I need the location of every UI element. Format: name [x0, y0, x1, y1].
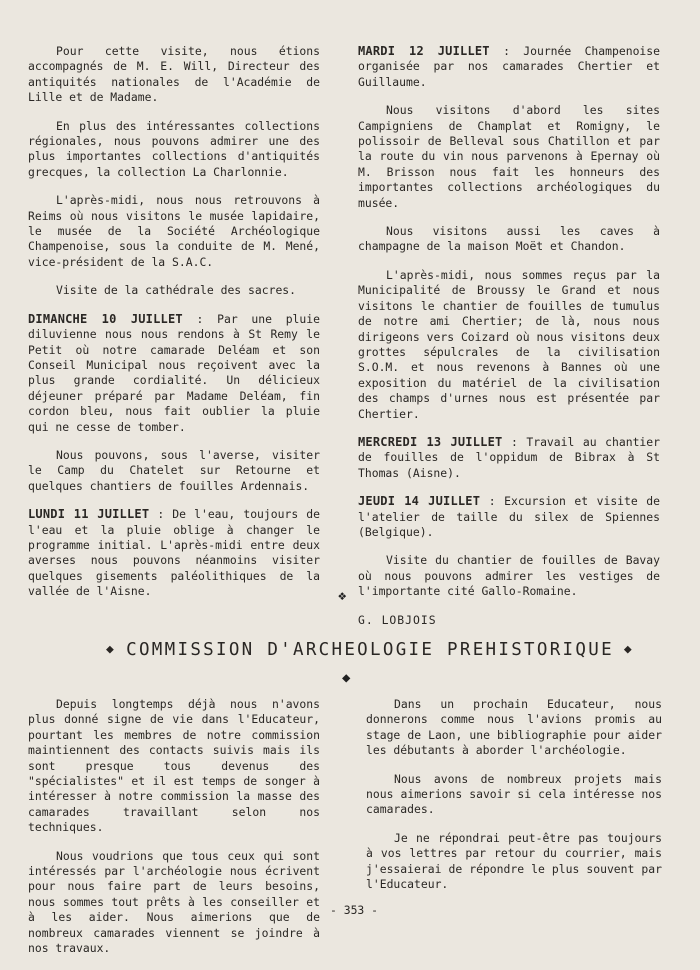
date-heading: MERCREDI 13 JUILLET: [358, 434, 503, 449]
paragraph: Nous voudrions que tous ceux qui sont intéressés par l'archéologie nous écrivent pour nous faire part de leurs besoins, nous sommes tout prêts à les conseiller et à les aider. Nous aimerions que de nombreux camarades viennent se joindre à nos travaux.: [28, 848, 320, 956]
jeudi-entry: [358, 494, 660, 540]
paragraph: Je ne répondrai peut-être pas toujours à vos lettres par retour du courrier, mais j'essaierai de répondre le plus souvent par l'Educateur.: [366, 830, 662, 892]
diamond-ornament-icon: ◆: [342, 670, 351, 686]
date-heading: LUNDI 11 JUILLET: [28, 507, 150, 522]
entry-text: : Excursion et visite de l'atelier de taille du silex de Spiennes (Belgique).: [358, 494, 661, 539]
paragraph: En plus des intéressantes collections régionales, nous pouvons admirer une des plus importantes collections d'antiquités grecques, la collection La Charlonnie.: [28, 118, 320, 179]
top-right-column: [358, 44, 660, 641]
paragraph: Pour cette visite, nous étions accompagnés de M. E. Will, Directeur des antiquités nationales de l'Académie de Lille et de Madame.: [28, 44, 320, 105]
diamond-ornament-icon: ◆: [623, 642, 635, 657]
entry-text: : Journée Champenoise organisée par nos camarades Chertier et Guillaume.: [358, 44, 661, 89]
paragraph: Nous pouvons, sous l'averse, visiter le Camp du Chatelet sur Retourne et quelques chantiers de fouilles Ardennais.: [28, 447, 320, 493]
paragraph: Nous avons de nombreux projets mais nous aimerions savoir si cela intéresse nos camarades.: [366, 771, 662, 817]
top-left-column: [28, 44, 320, 613]
diamond-ornament-icon: ◆: [106, 642, 117, 657]
entry-text: : Par une pluie diluvienne nous nous rendons à St Remy le Petit où notre camarade Deléam et son Conseil Municipal nous reçoivent avec la plus grande cordialité. Un délicieux déjeuner préparé par Madame Deléam, fin cordon bleu, nous fait oublier la pluie qui ne cesse de tomber.: [28, 311, 320, 434]
section-title: [96, 640, 656, 660]
bottom-left-column: [28, 697, 320, 970]
date-heading: MARDI 12 JUILLET: [358, 44, 490, 58]
paragraph: Nous visitons d'abord les sites Campigniens de Champlat et Romigny, le polissoir de Belleval sous Chatillon et par la route du vin nous parvenons à Epernay où M. Brisson nous fait les honneurs des importantes collections archéologiques du musée.: [358, 103, 660, 210]
paragraph: Visite de la cathédrale des sacres.: [56, 283, 297, 298]
paragraph: Dans un prochain Educateur, nous donnerons comme nous l'avions promis au stage de Laon, une bibliographie pour aider les débutants à aborder l'archéologie.: [366, 697, 662, 758]
section-title-text: COMMISSION D'ARCHEOLOGIE PREHISTORIQUE: [126, 640, 614, 660]
entry-text: : Travail au chantier de fouilles de l'oppidum de Bibrax à St Thomas (Aisne).: [358, 434, 661, 480]
entry-text: : De l'eau, toujours de l'eau et la pluie oblige à changer le programme initial. L'après-midi entre deux averses nous pouvons néanmoins visiter quelques gisements paléolithiques de la vallée de l'Aisne.: [28, 507, 321, 599]
page-number: - 353 -: [330, 903, 379, 917]
bottom-right-column: [366, 697, 662, 905]
dimanche-entry: [28, 312, 320, 435]
date-heading: JEUDI 14 JUILLET: [358, 494, 481, 509]
paragraph: L'après-midi, nous sommes reçus par la Municipalité de Broussy le Grand et nous visitons le chantier de fouilles de tumulus de notre ami Chertier; de là, nous nous dirigeons vers Coizard où nous visitons deux grottes sépulcrales de la civilisation S.O.M. et nous revenons à Bannes où une exposition du matériel de la civilisation des champs d'urnes nous est présentée par Chertier.: [358, 267, 660, 421]
mercredi-entry: [358, 435, 660, 481]
paragraph: Nous visitons aussi les caves à champagne de la maison Moët et Chandon.: [358, 224, 660, 254]
paragraph: Depuis longtemps déjà nous n'avons plus donné signe de vie dans l'Educateur, pourtant les membres de notre commission maintiennent des contacts suivis mais ils sont presque tous devenus des "spécialistes" et il est temps de songer à intéresser à notre commission la masse des camarades travaillant selon nos techniques.: [28, 697, 320, 835]
date-heading: DIMANCHE 10 JUILLET: [28, 311, 183, 326]
paragraph: Visite du chantier de fouilles de Bavay où nous pouvons admirer les vestiges de l'importante cité Gallo-Romaine.: [358, 553, 660, 599]
author-signature: G. LOBJOIS: [358, 612, 437, 627]
mardi-entry: [358, 44, 660, 90]
lundi-entry: [28, 507, 320, 599]
diamond-ornament-icon: ❖: [338, 588, 347, 604]
paragraph: L'après-midi, nous nous retrouvons à Reims où nous visitons le musée lapidaire, le musée de la Société Archéologique Champenoise, sous la conduite de M. Mené, vice-président de la S.A.C.: [28, 193, 320, 269]
